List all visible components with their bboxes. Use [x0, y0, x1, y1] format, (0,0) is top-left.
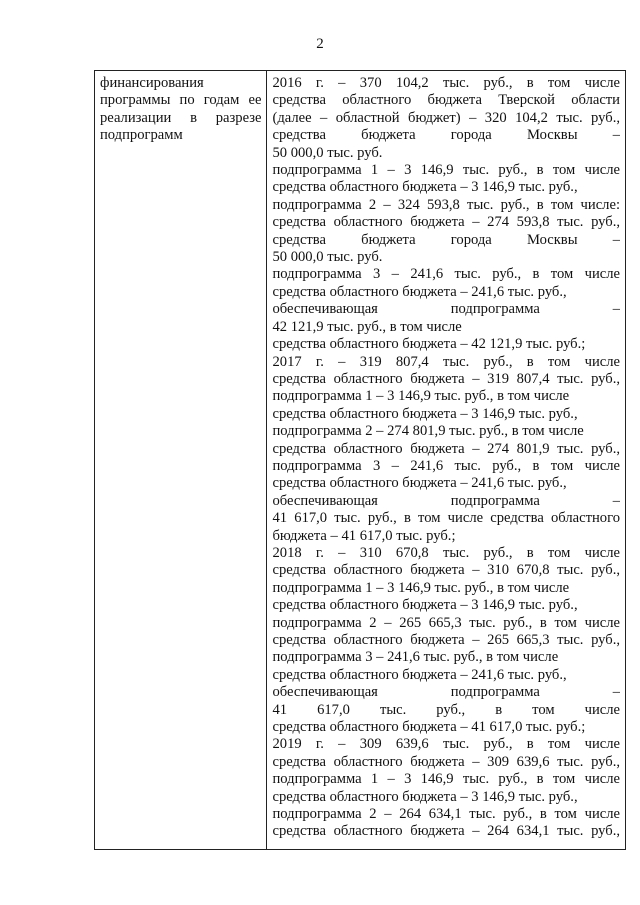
text-line: подпрограмма 2 – 264 634,1 тыс. руб., в том числе — [272, 806, 620, 823]
financing-table — [94, 70, 626, 850]
text-line: средства областного бюджета – 265 665,3 тыс. руб., — [272, 632, 620, 648]
text-line: бюджета – 41 617,0 тыс. руб.; — [272, 527, 456, 544]
text-line: средства областного бюджета – 241,6 тыс. руб., — [272, 475, 567, 492]
text-line: 42 121,9 тыс. руб., в том числе — [272, 318, 462, 335]
right-cell — [267, 71, 626, 850]
text-line: 2017 г. – 319 807,4 тыс. руб., в том числе — [272, 353, 620, 370]
text-line: средства областного бюджета – 42 121,9 тыс. руб.; — [272, 336, 586, 353]
text-line: 50 000,0 тыс. руб. — [272, 144, 383, 161]
text-line: подпрограмма 2 – 324 593,8 тыс. руб., в том числе: — [272, 196, 620, 213]
text-line: средства областного бюджета – 3 146,9 тыс. руб., — [272, 597, 578, 614]
text-line: обеспечивающая подпрограмма – — [272, 301, 620, 318]
text-line: средства областного бюджета – 241,6 тыс. руб., — [272, 666, 567, 683]
left-cell — [95, 71, 267, 850]
text-line: 41 617,0 тыс. руб., в том числе средства областного — [272, 510, 620, 527]
text-line: подпрограмма 3 – 241,6 тыс. руб., в том числе — [272, 649, 559, 666]
text-line: подпрограмма 3 – 241,6 тыс. руб., в том числе — [272, 266, 620, 283]
text-line: подпрограмма 2 – 265 665,3 тыс. руб., в том числе — [272, 614, 620, 631]
text-line: подпрограмма 1 – 3 146,9 тыс. руб., в том числе — [272, 771, 620, 788]
text-line: средства областного бюджета – 3 146,9 тыс. руб., — [272, 788, 578, 805]
right-cell-text — [272, 75, 620, 841]
text-line: (далее – областной бюджет) – 320 104,2 тыс. руб., — [272, 109, 620, 126]
text-line: средства областного бюджета – 274 593,8 тыс. руб., — [272, 214, 620, 231]
text-line: 50 000,0 тыс. руб. — [272, 249, 383, 266]
text-line: средства областного бюджета – 319 807,4 тыс. руб., — [272, 370, 620, 387]
text-line: средства областного бюджета – 310 670,8 тыс. руб., — [272, 562, 620, 579]
text-line: 2019 г. – 309 639,6 тыс. руб., в том числе — [272, 736, 620, 753]
page-number: 2 — [316, 36, 324, 52]
text-line: средства областного бюджета – 274 801,9 тыс. руб., — [272, 440, 620, 457]
left-cell-text: финансирования программы по годам ее реализации в разрезе подпрограмм — [100, 75, 262, 144]
text-line: средства областного бюджета – 241,6 тыс. руб., — [272, 283, 567, 300]
text-line: средства областного бюджета – 41 617,0 тыс. руб.; — [272, 719, 586, 736]
text-line: обеспечивающая подпрограмма – — [272, 492, 620, 509]
text-line: подпрограмма 3 – 241,6 тыс. руб., в том числе — [272, 457, 620, 474]
text-line: средства бюджета города Москвы – — [272, 127, 620, 144]
text-line: средства областного бюджета Тверской области — [272, 92, 620, 109]
text-line: обеспечивающая подпрограмма – — [272, 684, 620, 701]
text-line: средства областного бюджета – 309 639,6 тыс. руб., — [272, 753, 620, 770]
text-line: средства областного бюджета – 3 146,9 тыс. руб., — [272, 405, 578, 422]
text-line: подпрограмма 2 – 274 801,9 тыс. руб., в том числе — [272, 423, 584, 440]
text-line: средства областного бюджета – 3 146,9 тыс. руб., — [272, 179, 578, 196]
table-row — [95, 71, 626, 850]
text-line: подпрограмма 1 – 3 146,9 тыс. руб., в том числе — [272, 162, 620, 179]
text-line: 2018 г. – 310 670,8 тыс. руб., в том числе — [272, 544, 620, 561]
text-line: 41 617,0 тыс. руб., в том числе — [272, 701, 620, 718]
text-line: средства бюджета города Москвы – — [272, 231, 620, 248]
text-line: 2016 г. – 370 104,2 тыс. руб., в том числе — [272, 75, 620, 91]
text-line: подпрограмма 1 – 3 146,9 тыс. руб., в том числе — [272, 579, 570, 596]
text-line: подпрограмма 1 – 3 146,9 тыс. руб., в том числе — [272, 388, 570, 405]
text-line: средства областного бюджета – 264 634,1 тыс. руб., — [272, 823, 620, 840]
